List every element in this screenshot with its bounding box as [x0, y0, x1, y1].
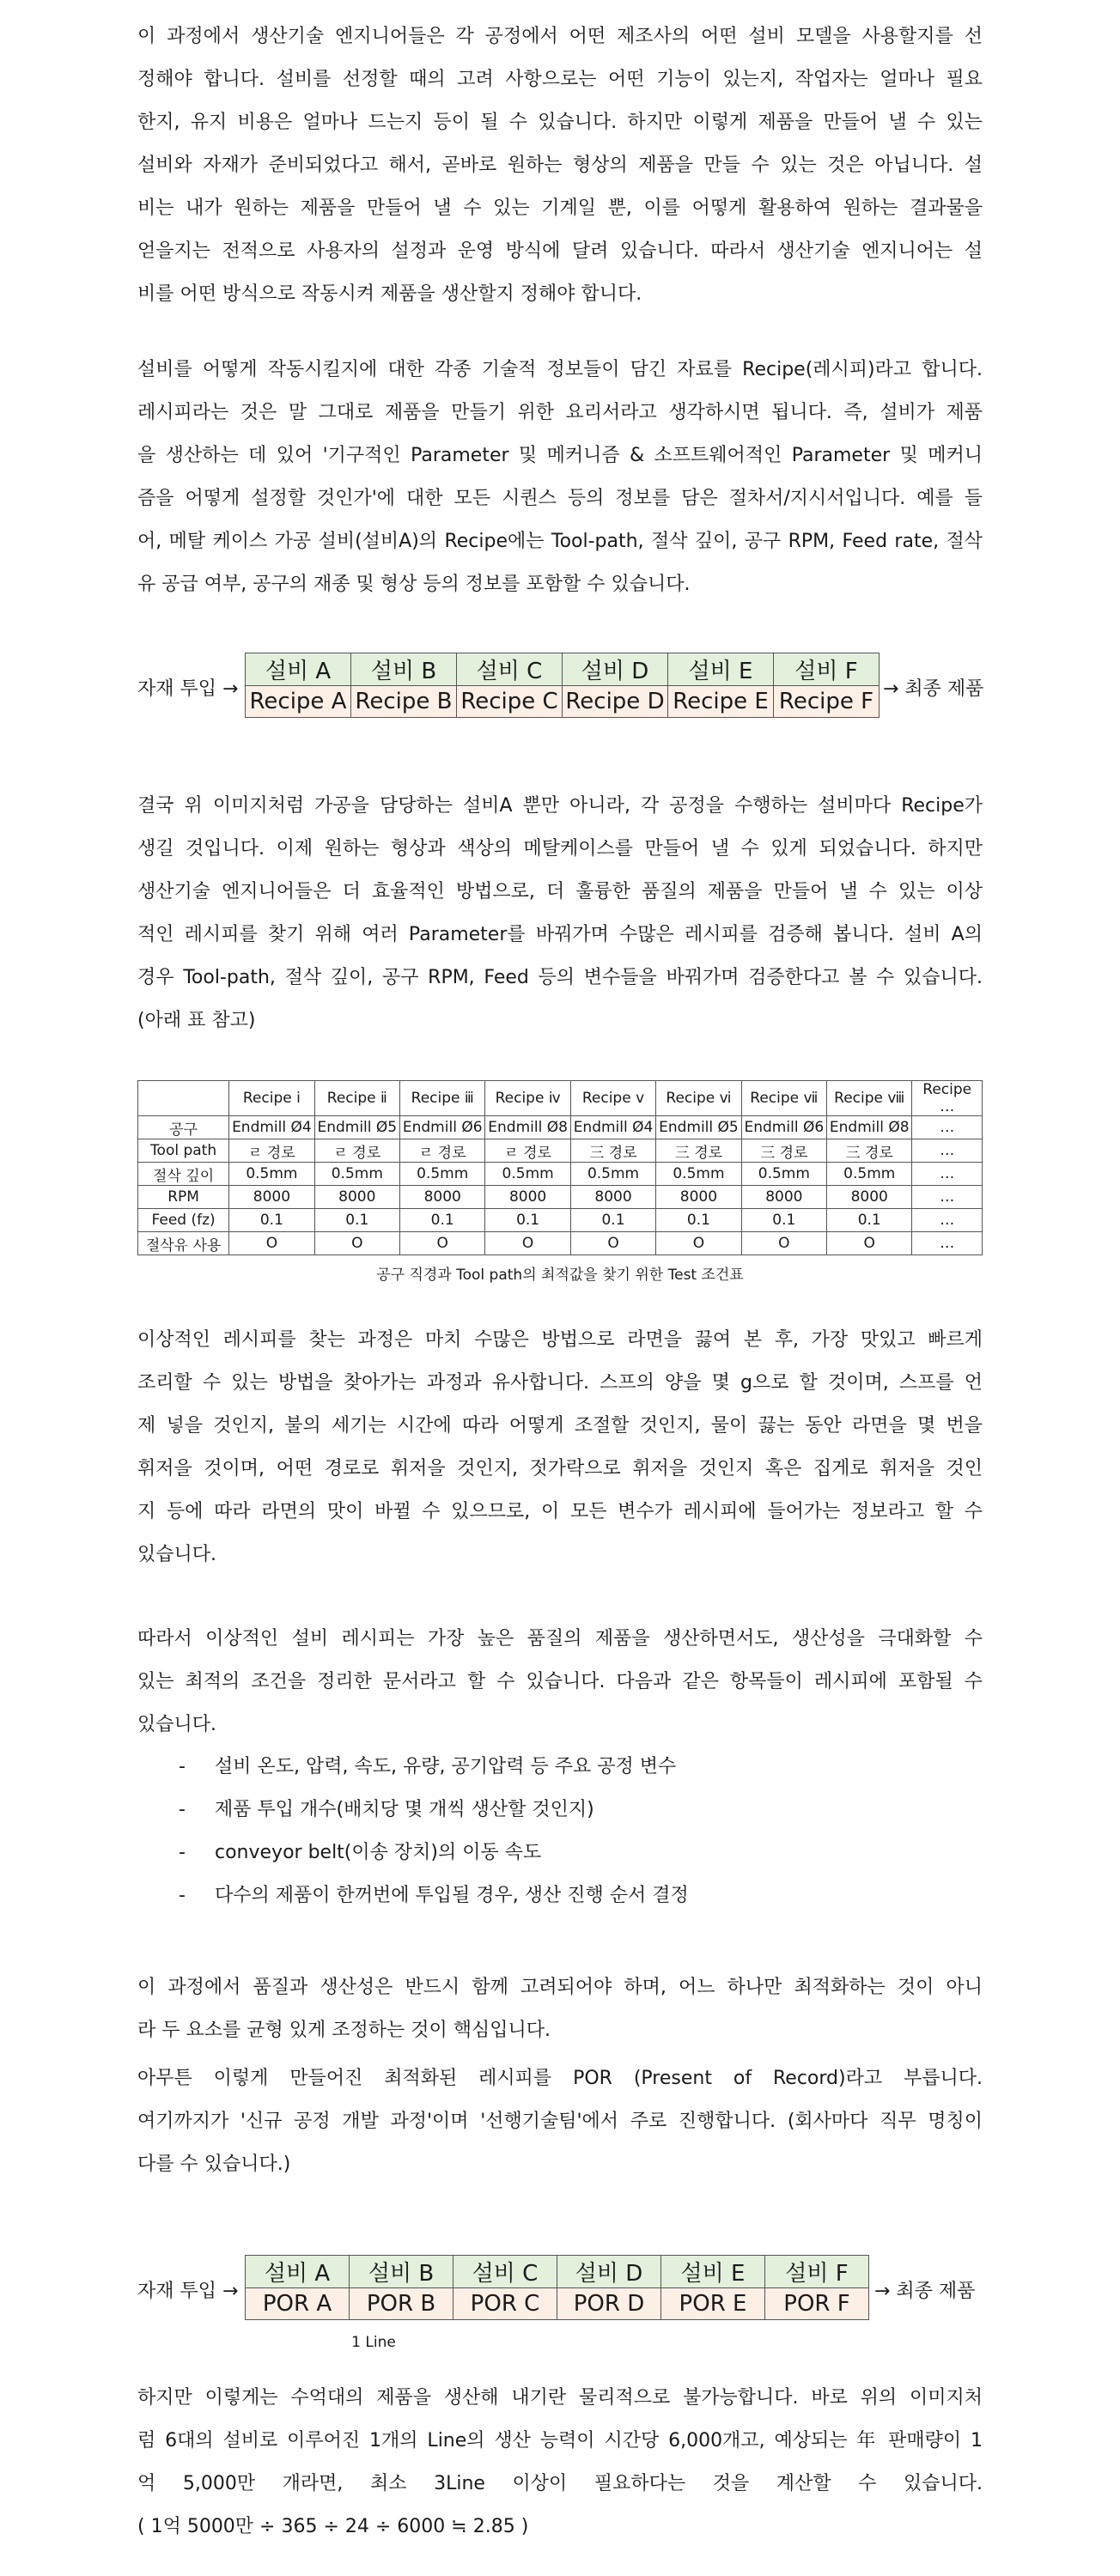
paragraph-quality-productivity: [137, 1966, 983, 2052]
recipe-cell: Recipe B: [351, 686, 457, 718]
table-cell: 8000: [400, 1186, 485, 1209]
recipe-flow-table: [245, 653, 880, 718]
table-cell: Endmill Ø8: [485, 1116, 570, 1139]
table-cell: …: [912, 1163, 983, 1186]
paragraph-line: 이 과정에서 품질과 생산성은 반드시 함께 고려되어야 하며, 어느 하나만 최적화하는 것이 아니: [137, 1977, 983, 1998]
por-cell: POR E: [661, 2288, 765, 2320]
paragraph-capacity: [137, 2377, 983, 2549]
table-cell: …: [912, 1209, 983, 1232]
list-item: - 다수의 제품이 한꺼번에 투입될 경우, 생산 진행 순서 결정: [137, 1874, 983, 1917]
equipment-cell: 설비 A: [246, 653, 351, 686]
paragraph-line: 설비와 자재가 준비되었다고 해서, 곧바로 원하는 형상의 제품을 만들 수 있는 것은 아닙니다. 설: [137, 155, 983, 176]
table-cell: 8000: [656, 1186, 741, 1209]
row-header: Feed (fz): [138, 1209, 229, 1232]
paragraph-ramen-analogy: [137, 1319, 983, 1577]
table-cell: Endmill Ø6: [741, 1116, 826, 1139]
table-cell: 8000: [827, 1186, 912, 1209]
equipment-cell: 설비 C: [453, 2256, 557, 2288]
equipment-cell: 설비 D: [557, 2256, 661, 2288]
recipe-cell: Recipe F: [774, 686, 880, 718]
column-header: Recipe ⅵ: [656, 1081, 741, 1116]
paragraph-por: [137, 2057, 983, 2186]
table-cell: ㄹ 경로: [314, 1139, 399, 1163]
test-condition-table-wrap: [137, 1080, 983, 1255]
equipment-cell: 설비 D: [563, 653, 668, 686]
table-cell: 三 경로: [741, 1139, 826, 1163]
paragraph-ideal-recipe: [137, 1618, 983, 1747]
paragraph-line: 하지만 이렇게는 수억대의 제품을 생산해 내기란 물리적으로 불가능합니다. 바로 위의 이미지처: [137, 2387, 983, 2409]
paragraph-line: 여기까지가 '신규 공정 개발 과정'이며 '선행기술팀'에서 주로 진행합니다. (회사마다 직무 명칭이: [137, 2111, 983, 2132]
row-header: 절삭유 사용: [138, 1232, 229, 1255]
paragraph-line: 유 공급 여부, 공구의 재종 및 형상 등의 정보를 포함할 수 있습니다.: [137, 574, 691, 595]
table-cell: O: [741, 1232, 826, 1255]
table-cell: ㄹ 경로: [485, 1139, 570, 1163]
table-cell: 三 경로: [570, 1139, 655, 1163]
paragraph-line: ( 1억 5000만 ÷ 365 ÷ 24 ÷ 6000 ≒ 2.85 ): [137, 2516, 529, 2537]
table-cell: …: [912, 1139, 983, 1163]
paragraph-line: 얻을지는 전적으로 사용자의 설정과 운영 방식에 달려 있습니다. 따라서 생산기술 엔지니어는 설: [137, 240, 983, 262]
paragraph-line: 지 등에 따라 라면의 맛이 바뀔 수 있으므로, 이 모든 변수가 레시피에 들어가는 정보라고 할 수: [137, 1501, 983, 1522]
equipment-cell: 설비 A: [246, 2256, 350, 2288]
equipment-cell: 설비 F: [765, 2256, 869, 2288]
table-cell: Endmill Ø5: [314, 1116, 399, 1139]
paragraph-line: 다를 수 있습니다.): [137, 2154, 291, 2175]
table-cell: 0.5mm: [400, 1163, 485, 1186]
paragraph-equipment-selection: [137, 15, 983, 316]
table-cell: 0.1: [314, 1209, 399, 1232]
row-header: 절삭 깊이: [138, 1163, 229, 1186]
paragraph-line: 설비를 어떻게 작동시킬지에 대한 각종 기술적 정보들이 담긴 자료를 Recipe(레시피)라고 합니다.: [137, 359, 983, 380]
table-row: [138, 1116, 983, 1139]
table-cell: 8000: [741, 1186, 826, 1209]
paragraph-line: 비는 내가 원하는 제품을 만들어 낼 수 있는 기계일 뿐, 이를 어떻게 활용하여 원하는 결과물을: [137, 197, 983, 219]
paragraph-line: 이 과정에서 생산기술 엔지니어들은 각 공정에서 어떤 제조사의 어떤 설비 모델을 사용할지를 선: [137, 26, 983, 47]
table-cell: O: [827, 1232, 912, 1255]
paragraph-line: 라 두 요소를 균형 있게 조정하는 것이 핵심입니다.: [137, 2020, 551, 2041]
equipment-cell: 설비 C: [457, 653, 563, 686]
table-cell: 三 경로: [827, 1139, 912, 1163]
table-cell: Endmill Ø6: [400, 1116, 485, 1139]
recipe-item-list: [137, 1746, 983, 1917]
paragraph-line: 정해야 합니다. 설비를 선정할 때의 고려 사항으로는 어떤 기능이 있는지, 작업자는 얼마나 필요: [137, 69, 983, 90]
list-item: - 설비 온도, 압력, 속도, 유량, 공기압력 등 주요 공정 변수: [137, 1746, 983, 1789]
table-cell: 0.5mm: [827, 1163, 912, 1186]
equipment-row: [246, 2256, 869, 2288]
paragraph-line: (아래 표 참고): [137, 1010, 256, 1031]
paragraph-recipe-definition: [137, 349, 983, 606]
paragraph-line: 즘을 어떻게 설정할 것인가'에 대한 모든 시퀀스 등의 정보를 담은 절차서/지시서입니다. 예를 들: [137, 488, 983, 509]
paragraph-line: 경우 Tool-path, 절삭 깊이, 공구 RPM, Feed 등의 변수들을 바꿔가며 검증한다고 볼 수 있습니다.: [137, 967, 983, 988]
por-cell: POR D: [557, 2288, 661, 2320]
column-header: Recipe ⅱ: [314, 1081, 399, 1116]
recipe-cell: Recipe E: [668, 686, 774, 718]
flow-output-label: → 최종 제품: [874, 2281, 976, 2302]
recipe-cell: Recipe D: [563, 686, 668, 718]
paragraph-line: 결국 위 이미지처럼 가공을 담당하는 설비A 뿐만 아니라, 각 공정을 수행하는 설비마다 Recipe가: [137, 795, 983, 817]
paragraph-line: 생길 것입니다. 이제 원하는 형상과 색상의 메탈케이스를 만들어 낼 수 있게 되었습니다. 하지만: [137, 838, 983, 860]
paragraph-line: 조리할 수 있는 방법을 찾아가는 과정과 유사합니다. 스프의 양을 몇 g으로 할 것이며, 스프를 언: [137, 1372, 983, 1394]
paragraph-line: 생산기술 엔지니어들은 더 효율적인 방법으로, 더 훌륭한 품질의 제품을 만들어 낼 수 있는 이상: [137, 881, 983, 902]
recipe-row: [246, 686, 880, 718]
table-row: [138, 1232, 983, 1255]
paragraph-line: 레시피라는 것은 말 그대로 제품을 만들기 위한 요리서라고 생각하시면 됩니다. 즉, 설비가 제품: [137, 402, 983, 423]
table-row: [138, 1139, 983, 1163]
table-cell: 0.5mm: [314, 1163, 399, 1186]
table-cell: 0.5mm: [485, 1163, 570, 1186]
table-cell: …: [912, 1116, 983, 1139]
table-cell: 8000: [570, 1186, 655, 1209]
table-cell: …: [912, 1186, 983, 1209]
table-cell: O: [656, 1232, 741, 1255]
table-row: [138, 1209, 983, 1232]
table-cell: O: [314, 1232, 399, 1255]
table-cell: 0.5mm: [570, 1163, 655, 1186]
table-cell: 0.1: [827, 1209, 912, 1232]
por-cell: POR B: [350, 2288, 453, 2320]
paragraph-line: 럼 6대의 설비로 이루어진 1개의 Line의 생산 능력이 시간당 6,000개고, 예상되는 年 판매량이 1: [137, 2430, 983, 2451]
table-cell: 0.5mm: [229, 1163, 314, 1186]
por-row: [246, 2288, 869, 2320]
column-header: Recipe …: [912, 1081, 983, 1116]
equipment-cell: 설비 E: [661, 2256, 765, 2288]
table-cell: Endmill Ø5: [656, 1116, 741, 1139]
table-cell: 8000: [314, 1186, 399, 1209]
paragraph-line: 있습니다.: [137, 1544, 217, 1565]
table-cell: O: [229, 1232, 314, 1255]
row-header: 공구: [138, 1116, 229, 1139]
equipment-cell: 설비 B: [351, 653, 457, 686]
paragraph-line: 제 넣을 것인지, 불의 세기는 시간에 따라 어떻게 조절할 것인지, 물이 끓는 동안 라면을 몇 번을: [137, 1415, 983, 1437]
flow-input-label: 자재 투입 →: [137, 678, 239, 700]
table-cell: 0.5mm: [741, 1163, 826, 1186]
equipment-cell: 설비 E: [668, 653, 774, 686]
por-flow-table: [245, 2255, 869, 2320]
equipment-cell: 설비 B: [350, 2256, 453, 2288]
list-item: - conveyor belt(이송 장치)의 이동 속도: [137, 1832, 983, 1874]
paragraph-line: 있습니다.: [137, 1714, 217, 1735]
table-cell: 0.1: [741, 1209, 826, 1232]
column-header: Recipe ⅲ: [400, 1081, 485, 1116]
paragraph-line: 어, 메탈 케이스 가공 설비(설비A)의 Recipe에는 Tool-path, 절삭 깊이, 공구 RPM, Feed rate, 절삭: [137, 531, 983, 552]
paragraph-line: 휘저을 것이며, 어떤 경로로 휘저을 것인지, 젓가락으로 휘저을 것인지 혹은 집게로 휘저을 것인: [137, 1458, 983, 1479]
por-cell: POR F: [765, 2288, 869, 2320]
table-cell: O: [400, 1232, 485, 1255]
column-header: Recipe ⅴ: [570, 1081, 655, 1116]
table-cell: 0.1: [485, 1209, 570, 1232]
paragraph-line: 억 5,000만 개라면, 최소 3Line 이상이 필요하다는 것을 계산할 수 있습니다.: [137, 2473, 983, 2494]
table-cell: Endmill Ø8: [827, 1116, 912, 1139]
row-header: Tool path: [138, 1139, 229, 1163]
table-cell: ㄹ 경로: [400, 1139, 485, 1163]
table-cell: O: [485, 1232, 570, 1255]
table-row: [138, 1163, 983, 1186]
column-header: Recipe ⅶ: [741, 1081, 826, 1116]
paragraph-line: 한지, 유지 비용은 얼마나 드는지 등이 될 수 있습니다. 하지만 이렇게 제품을 만들어 낼 수 있는: [137, 112, 983, 133]
equipment-cell: 설비 F: [774, 653, 880, 686]
row-header: RPM: [138, 1186, 229, 1209]
table-cell: …: [912, 1232, 983, 1255]
column-header: Recipe ⅰ: [229, 1081, 314, 1116]
table-header-row: [138, 1081, 983, 1116]
table-cell: 0.1: [229, 1209, 314, 1232]
flow-input-label: 자재 투입 →: [137, 2281, 239, 2302]
por-cell: POR C: [453, 2288, 557, 2320]
test-table-caption: 공구 직경과 Tool path의 최적값을 찾기 위한 Test 조건표: [376, 1267, 744, 1284]
column-header: [138, 1081, 229, 1116]
recipe-cell: Recipe A: [246, 686, 351, 718]
por-cell: POR A: [246, 2288, 350, 2320]
paragraph-line: 있는 최적의 조건을 정리한 문서라고 할 수 있습니다. 다음과 같은 항목들이 레시피에 포함될 수: [137, 1671, 983, 1692]
paragraph-line: 을 생산하는 데 있어 '기구적인 Parameter 및 메커니즘 & 소프트웨어적인 Parameter 및 메커니: [137, 445, 983, 466]
list-item: - 제품 투입 개수(배치당 몇 개씩 생산할 것인지): [137, 1789, 983, 1832]
table-cell: Endmill Ø4: [570, 1116, 655, 1139]
table-cell: 0.5mm: [656, 1163, 741, 1186]
test-condition-table: [137, 1080, 983, 1255]
column-header: Recipe ⅳ: [485, 1081, 570, 1116]
paragraph-recipe-verification: [137, 785, 983, 1042]
recipe-cell: Recipe C: [457, 686, 563, 718]
paragraph-line: 따라서 이상적인 설비 레시피는 가장 높은 품질의 제품을 생산하면서도, 생산성을 극대화할 수: [137, 1628, 983, 1649]
por-flow-diagram: [137, 2255, 983, 2324]
flow-output-label: → 최종 제품: [883, 678, 984, 700]
paragraph-line: 아무튼 이렇게 만들어진 최적화된 레시피를 POR (Present of Record)라고 부릅니다.: [137, 2068, 983, 2089]
table-cell: Endmill Ø4: [229, 1116, 314, 1139]
recipe-flow-diagram: [137, 653, 983, 721]
equipment-row: [246, 653, 880, 686]
table-cell: 0.1: [656, 1209, 741, 1232]
table-cell: 0.1: [570, 1209, 655, 1232]
paragraph-line: 비를 어떤 방식으로 작동시켜 제품을 생산할지 정해야 합니다.: [137, 283, 642, 305]
column-header: Recipe ⅷ: [827, 1081, 912, 1116]
paragraph-line: 적인 레시피를 찾기 위해 여러 Parameter를 바꿔가며 수많은 레시피를 검증해 봅니다. 설비 A의: [137, 924, 983, 945]
table-cell: ㄹ 경로: [229, 1139, 314, 1163]
table-cell: 8000: [229, 1186, 314, 1209]
table-cell: 三 경로: [656, 1139, 741, 1163]
table-cell: 0.1: [400, 1209, 485, 1232]
line-caption: 1 Line: [351, 2334, 396, 2351]
table-cell: O: [570, 1232, 655, 1255]
table-cell: 8000: [485, 1186, 570, 1209]
table-row: [138, 1186, 983, 1209]
paragraph-line: 이상적인 레시피를 찾는 과정은 마치 수많은 방법으로 라면을 끓여 본 후, 가장 맛있고 빠르게: [137, 1329, 983, 1351]
